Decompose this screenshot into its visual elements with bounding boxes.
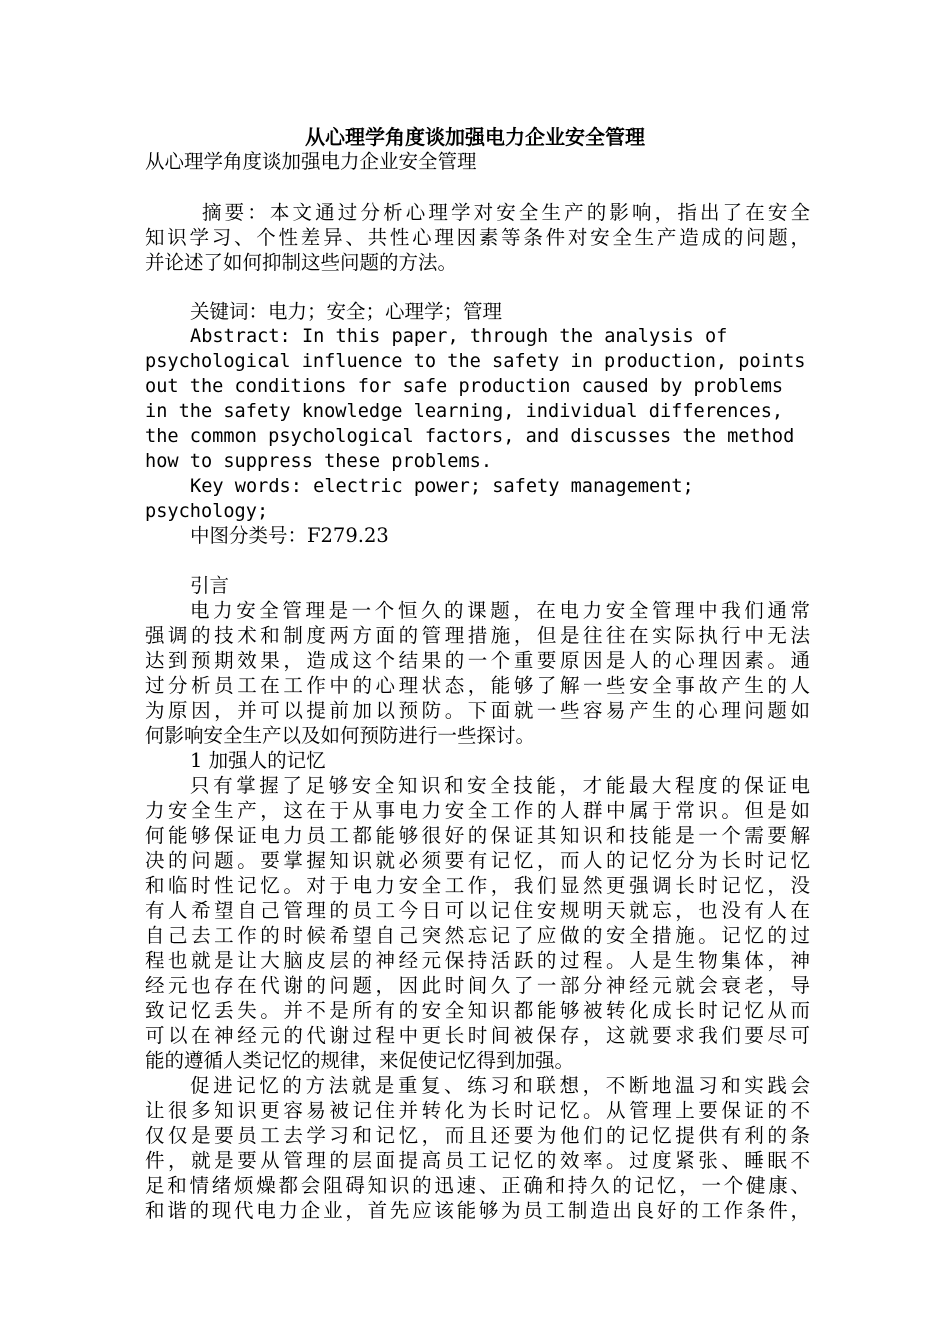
paragraph-line: 只有掌握了足够安全知识和安全技能，才能最大程度的保证电 [190,774,810,797]
abstract-en-line: out the conditions for safe production caused by problems [145,376,784,397]
paragraph-line: 有人希望自己管理的员工今日可以记住安规明天就忘，也没有人在 [145,899,810,922]
document-title: 从心理学角度谈加强电力企业安全管理 [305,125,645,149]
paragraph-line: 何影响安全生产以及如何预防进行一些探讨。 [145,724,536,747]
paragraph-line: 仅仅是要员工去学习和记忆，而且还要为他们的记忆提供有利的条 [145,1124,810,1147]
paragraph-line: 经元也存在代谢的问题，因此时间久了一部分神经元就会衰老，导 [145,974,810,997]
paragraph-line: 可以在神经元的代谢过程中更长时间被保存，这就要求我们要尽可 [145,1024,810,1047]
paragraph-line: 能的遵循人类记忆的规律，来促使记忆得到加强。 [145,1049,575,1072]
section1-heading: 1 加强人的记忆 [190,749,326,772]
paragraph-line: 电力安全管理是一个恒久的课题，在电力安全管理中我们通常 [190,599,810,622]
abstract-cn-line: 知识学习、个性差异、共性心理因素等条件对安全生产造成的问题， [145,226,810,249]
paragraph-line: 促进记忆的方法就是重复、练习和联想，不断地温习和实践会 [190,1074,810,1097]
abstract-en-line: in the safety knowledge learning, individual differences, [145,401,784,422]
document-subtitle: 从心理学角度谈加强电力企业安全管理 [145,150,477,173]
paragraph-line: 为原因，并可以提前加以预防。下面就一些容易产生的心理问题如 [145,699,810,722]
paragraph-line: 致记忆丢失。并不是所有的安全知识都能够被转化成长时记忆从而 [145,999,810,1022]
keywords-en-line: psychology; [145,501,269,522]
paragraph-line: 件，就是要从管理的层面提高员工记忆的效率。过度紧张、睡眠不 [145,1149,810,1172]
abstract-en-line: psychological influence to the safety in production, points [145,351,806,372]
keywords-cn: 关键词：电力；安全；心理学；管理 [190,300,503,323]
paragraph-line: 力安全生产，这在于从事电力安全工作的人群中属于常识。但是如 [145,799,810,822]
paragraph-line: 自己去工作的时候希望自己突然忘记了应做的安全措施。记忆的过 [145,924,810,947]
paragraph-line: 强调的技术和制度两方面的管理措施，但是往往在实际执行中无法 [145,624,810,647]
paragraph-line: 程也就是让大脑皮层的神经元保持活跃的过程。人是生物集体，神 [145,949,810,972]
paragraph-line: 达到预期效果，造成这个结果的一个重要原因是人的心理因素。通 [145,649,810,672]
abstract-cn-line: 摘要：本文通过分析心理学对安全生产的影响，指出了在安全 [202,201,810,224]
paragraph-line: 何能够保证电力员工都能够很好的保证其知识和技能是一个需要解 [145,824,810,847]
paragraph-line: 和谐的现代电力企业，首先应该能够为员工制造出良好的工作条件， [145,1199,810,1222]
abstract-en-line: Abstract: In this paper, through the analysis of [190,326,728,347]
intro-heading: 引言 [190,574,230,597]
paragraph-line: 过分析员工在工作中的心理状态，能够了解一些安全事故产生的人 [145,674,810,697]
classification-number: 中图分类号：F279.23 [190,524,389,547]
abstract-en-line: how to suppress these problems. [145,451,493,472]
paragraph-line: 让很多知识更容易被记住并转化为长时记忆。从管理上要保证的不 [145,1099,810,1122]
abstract-en-line: the common psychological factors, and discusses the method [145,426,795,447]
abstract-cn-line: 并论述了如何抑制这些问题的方法。 [145,251,458,274]
paragraph-line: 和临时性记忆。对于电力安全工作，我们显然更强调长时记忆，没 [145,874,810,897]
paragraph-line: 决的问题。要掌握知识就必须要有记忆，而人的记忆分为长时记忆 [145,849,810,872]
keywords-en-line: Key words: electric power; safety management; [190,476,694,497]
paragraph-line: 足和情绪烦燥都会阻碍知识的迅速、正确和持久的记忆，一个健康、 [145,1174,810,1197]
